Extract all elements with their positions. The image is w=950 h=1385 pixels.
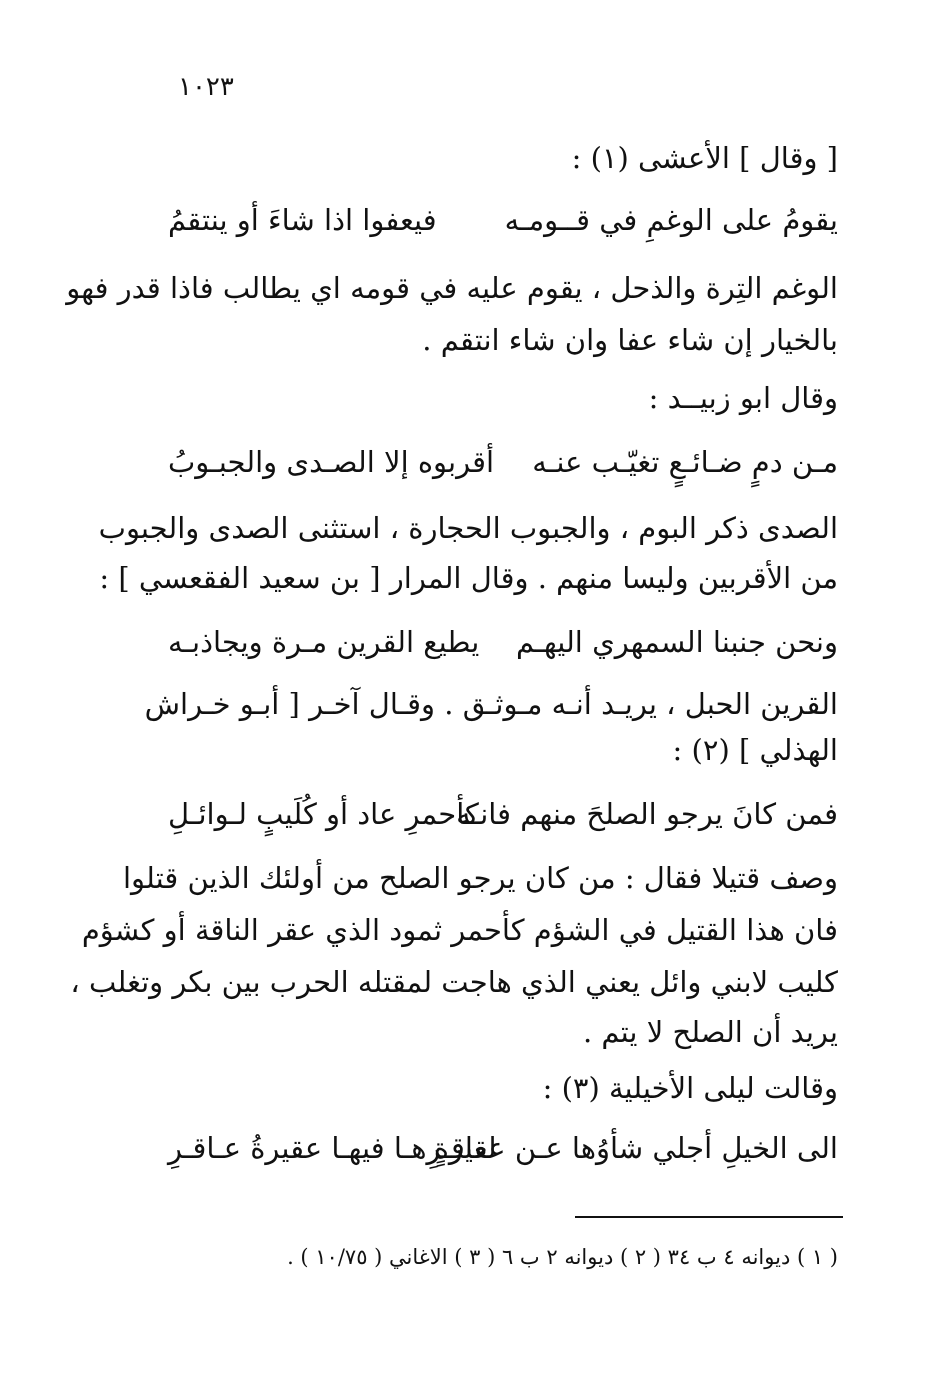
verse-second-hemistich: يطيع القرين مـرة ويجاذبـه (168, 625, 480, 659)
commentary-line: بالخيار إن شاء عفا وان شاء انتقم . (422, 323, 838, 357)
poet-intro-abu-zubaid: وقال ابو زبيــد : (648, 381, 838, 415)
verse-abu-zubaid (168, 440, 838, 484)
commentary-line: كليب لابني وائل يعني الذي هاجت لمقتله الحرب بين بكر وتغلب ، (70, 965, 838, 999)
verse-second-hemistich: فيعفوا اذا شاءَ أو ينتقمُ (168, 203, 437, 237)
footnotes: ( ١ ) ديوانه ٤ ب ٣٤ ( ٢ ) ديوانه ٢ ب ٦ ( ٣ ) الاغاني ( ١٠/٧٥ ) . (287, 1245, 838, 1269)
verse-second-hemistich: لعاقـرِهـا فيهـا عقيرةُ عـاقـرِ (168, 1131, 497, 1165)
commentary-line: من الأقربين وليسا منهم . وقال المرار [ بن سعيد الفقعسي ] : (99, 561, 838, 595)
verse-second-hemistich: كأحمرِ عاد أو كُلَيبٍ لـوائـلِ (168, 797, 479, 831)
commentary-line: يريد أن الصلح لا يتم . (582, 1015, 838, 1049)
commentary-line: فان هذا القتيل في الشؤم كأحمر ثمود الذي عقر الناقة أو كشؤم (81, 913, 838, 947)
poet-intro-aasha: [ وقال ] الأعشى (١) : (571, 141, 838, 175)
commentary-line: الهذلي ] (٢) : (672, 733, 838, 767)
verse-abu-khirash (168, 792, 838, 836)
verse-first-hemistich: مـن دمٍ ضـائـعٍ تغيّـب عنـه (532, 445, 838, 479)
verse-layla (168, 1126, 838, 1170)
commentary-line: الوغم التِرة والذحل ، يقوم عليه في قومه اي يطالب فاذا قدر فهو (66, 271, 838, 305)
verse-first-hemistich: فمن كانَ يرجو الصلحَ منهم فانـه (456, 797, 838, 831)
verse-second-hemistich: أقربوه إلا الصـدى والجبـوبُ (168, 445, 495, 479)
commentary-line: وصف قتيلا فقال : من كان يرجو الصلح من أولئك الذين قتلوا (122, 861, 838, 895)
verse-first-hemistich: ونحن جنبنا السمهري اليهـم (516, 625, 838, 659)
footnote-divider (575, 1216, 843, 1218)
verse-marrar (168, 620, 838, 664)
poet-intro-layla: وقالت ليلى الأخيلية (٣) : (542, 1071, 838, 1105)
commentary-line: القرين الحبل ، يريـد أنـه مـوثـق . وقـال آخـر [ أبـو خـراش (144, 687, 838, 721)
verse-first-hemistich: يقومُ على الوغمِ في قــومـه (504, 203, 838, 237)
verse-aasha (168, 198, 838, 242)
page-number: ١٠٢٣ (178, 72, 234, 102)
verse-first-hemistich: الى الخيلِ أجلي شأوُها عـن عقيرةٍ (433, 1131, 838, 1165)
commentary-line: الصدى ذكر البوم ، والجبوب الحجارة ، استثنى الصدى والجبوب (98, 511, 838, 545)
